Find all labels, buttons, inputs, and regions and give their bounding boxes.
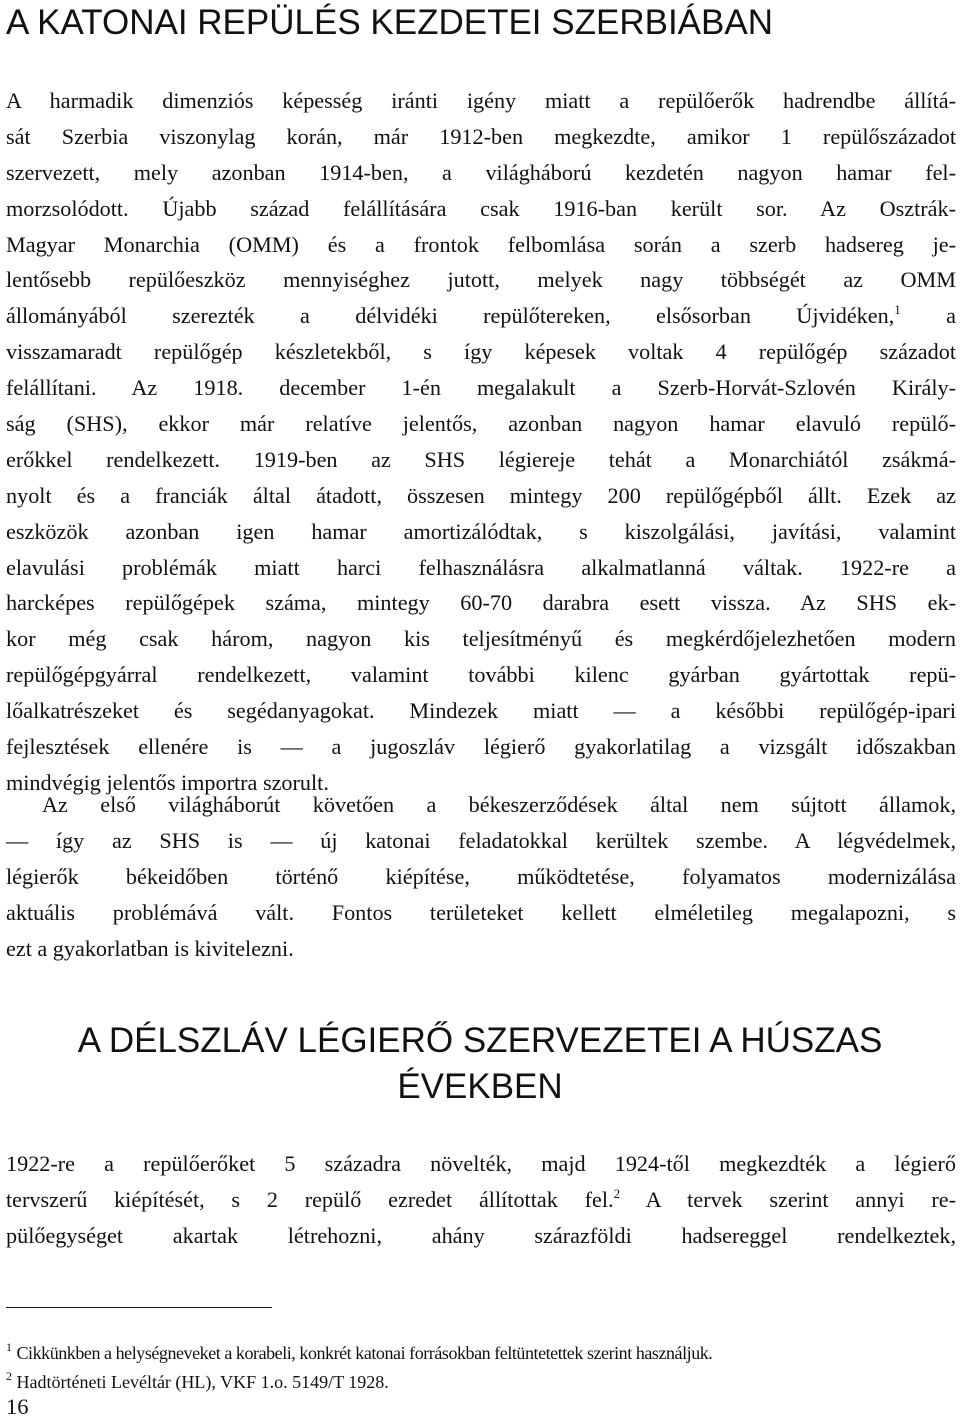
text-line: sát Szerbia viszonylag korán, már 1912-ben megkezdte, amikor 1 repülőszázadot [6, 123, 956, 149]
footnote-text: Hadtörténeti Levéltár (HL), VKF 1.o. 5149/T 1928. [16, 1372, 389, 1392]
text-line: lőalkatrészeket és segédanyagokat. Mindezek miatt — a későbbi repülőgép-ipari [6, 698, 956, 724]
footnote-1 [6, 1339, 956, 1368]
text-line-with-footnote [6, 298, 956, 334]
text-segment: a [900, 303, 956, 329]
footnote-number: 1 [6, 1340, 12, 1354]
text-segment: tervszerű kiépítését, s 2 repülő ezredet állítottak fel. [6, 1186, 614, 1212]
text-segment: A tervek szerint annyi re- [620, 1186, 956, 1212]
text-line: felállítani. Az 1918. december 1-én megalakult a Szerb-Horvát-Szlovén Király- [6, 375, 956, 401]
text-line: lentősebb repülőeszköz mennyiséghez jutott, melyek nagy többségét az OMM [6, 267, 956, 293]
section-heading [20, 1018, 940, 1110]
page-number: 16 [6, 1394, 29, 1419]
text-line: A harmadik dimenziós képesség iránti igény miatt a repülőerők hadrendbe állítá- [6, 88, 956, 113]
footnote-separator [6, 1307, 272, 1308]
text-line-with-footnote [6, 1182, 956, 1218]
text-line: 1922-re a repülőerőket 5 századra növelték, majd 1924-től megkezdték a légierő [6, 1151, 956, 1176]
text-line: Az első világháborút követően a békeszerződések által nem sújtott államok, [42, 792, 956, 817]
text-line: aktuális problémává vált. Fontos területeket kellett elméletileg megalapozni, s [6, 899, 956, 925]
paragraph-postwar [6, 787, 956, 966]
chapter-heading: A KATONAI REPÜLÉS KEZDETEI SZERBIÁBAN [6, 3, 773, 42]
paragraph-intro [6, 83, 956, 801]
section-heading-line: A DÉLSZLÁV LÉGIERŐ SZERVEZETEI A HÚSZAS [77, 1021, 883, 1060]
text-line: mindvégig jelentős importra szorult. [6, 769, 329, 795]
text-line: ság (SHS), ekkor már relatíve jelentős, azonban nagyon hamar elavuló repülő- [6, 411, 956, 437]
text-line: repülőgépgyárral rendelkezett, valamint további kilenc gyárban gyártottak repü- [6, 662, 956, 688]
text-line: légierők békeidőben történő kiépítése, működtetése, folyamatos modernizálása [6, 863, 956, 889]
text-line: harcképes repülőgépek száma, mintegy 60-70 darabra esett vissza. Az SHS ek- [6, 590, 956, 616]
paragraph-twenties [6, 1146, 956, 1254]
footnote-2 [6, 1368, 956, 1397]
footnote-ref-2: 2 [613, 1185, 621, 1201]
footnote-number: 2 [6, 1369, 12, 1383]
text-line: visszamaradt repülőgép készletekből, s így képesek voltak 4 repülőgép századot [6, 339, 956, 365]
text-line: — így az SHS is — új katonai feladatokkal kerültek szembe. A légvédelmek, [6, 827, 956, 853]
text-line: szervezett, mely azonban 1914-ben, a világháború kezdetén nagyon hamar fel- [6, 159, 956, 185]
text-line: kor még csak három, nagyon kis teljesítményű és megkérdőjelezhetően modern [6, 626, 956, 652]
text-line: elavulási problémák miatt harci felhasználásra alkalmatlanná váltak. 1922-re a [6, 554, 956, 580]
text-line: erőkkel rendelkezett. 1919-ben az SHS légiereje tehát a Monarchiától zsákmá- [6, 446, 956, 472]
footnotes [6, 1339, 956, 1397]
text-line: eszközök azonban igen hamar amortizálódtak, s kiszolgálási, javítási, valamint [6, 518, 956, 544]
text-line: Magyar Monarchia (OMM) és a frontok felbomlása során a szerb hadsereg je- [6, 231, 956, 257]
footnote-ref-1: 1 [894, 302, 901, 318]
text-line: nyolt és a franciák által átadott, összesen mintegy 200 repülőgépből állt. Ezek az [6, 482, 956, 508]
text-line: fejlesztések ellenére is — a jugoszláv légierő gyakorlatilag a vizsgált időszakban [6, 734, 956, 760]
text-line: pülőegységet akartak létrehozni, ahány szárazföldi hadsereggel rendelkeztek, [6, 1222, 956, 1248]
footnote-text: Cikkünkben a helységneveket a korabeli, konkrét katonai forrásokban feltüntetettek szerint használjuk. [16, 1343, 713, 1363]
text-line: ezt a gyakorlatban is kivitelezni. [6, 935, 294, 961]
text-segment: állományából szerezték a délvidéki repülőtereken, elsősorban Újvidéken, [6, 303, 895, 329]
section-heading-line: ÉVEKBEN [397, 1067, 563, 1106]
text-line: morzsolódott. Újabb század felállítására csak 1916-ban került sor. Az Osztrák- [6, 195, 956, 221]
